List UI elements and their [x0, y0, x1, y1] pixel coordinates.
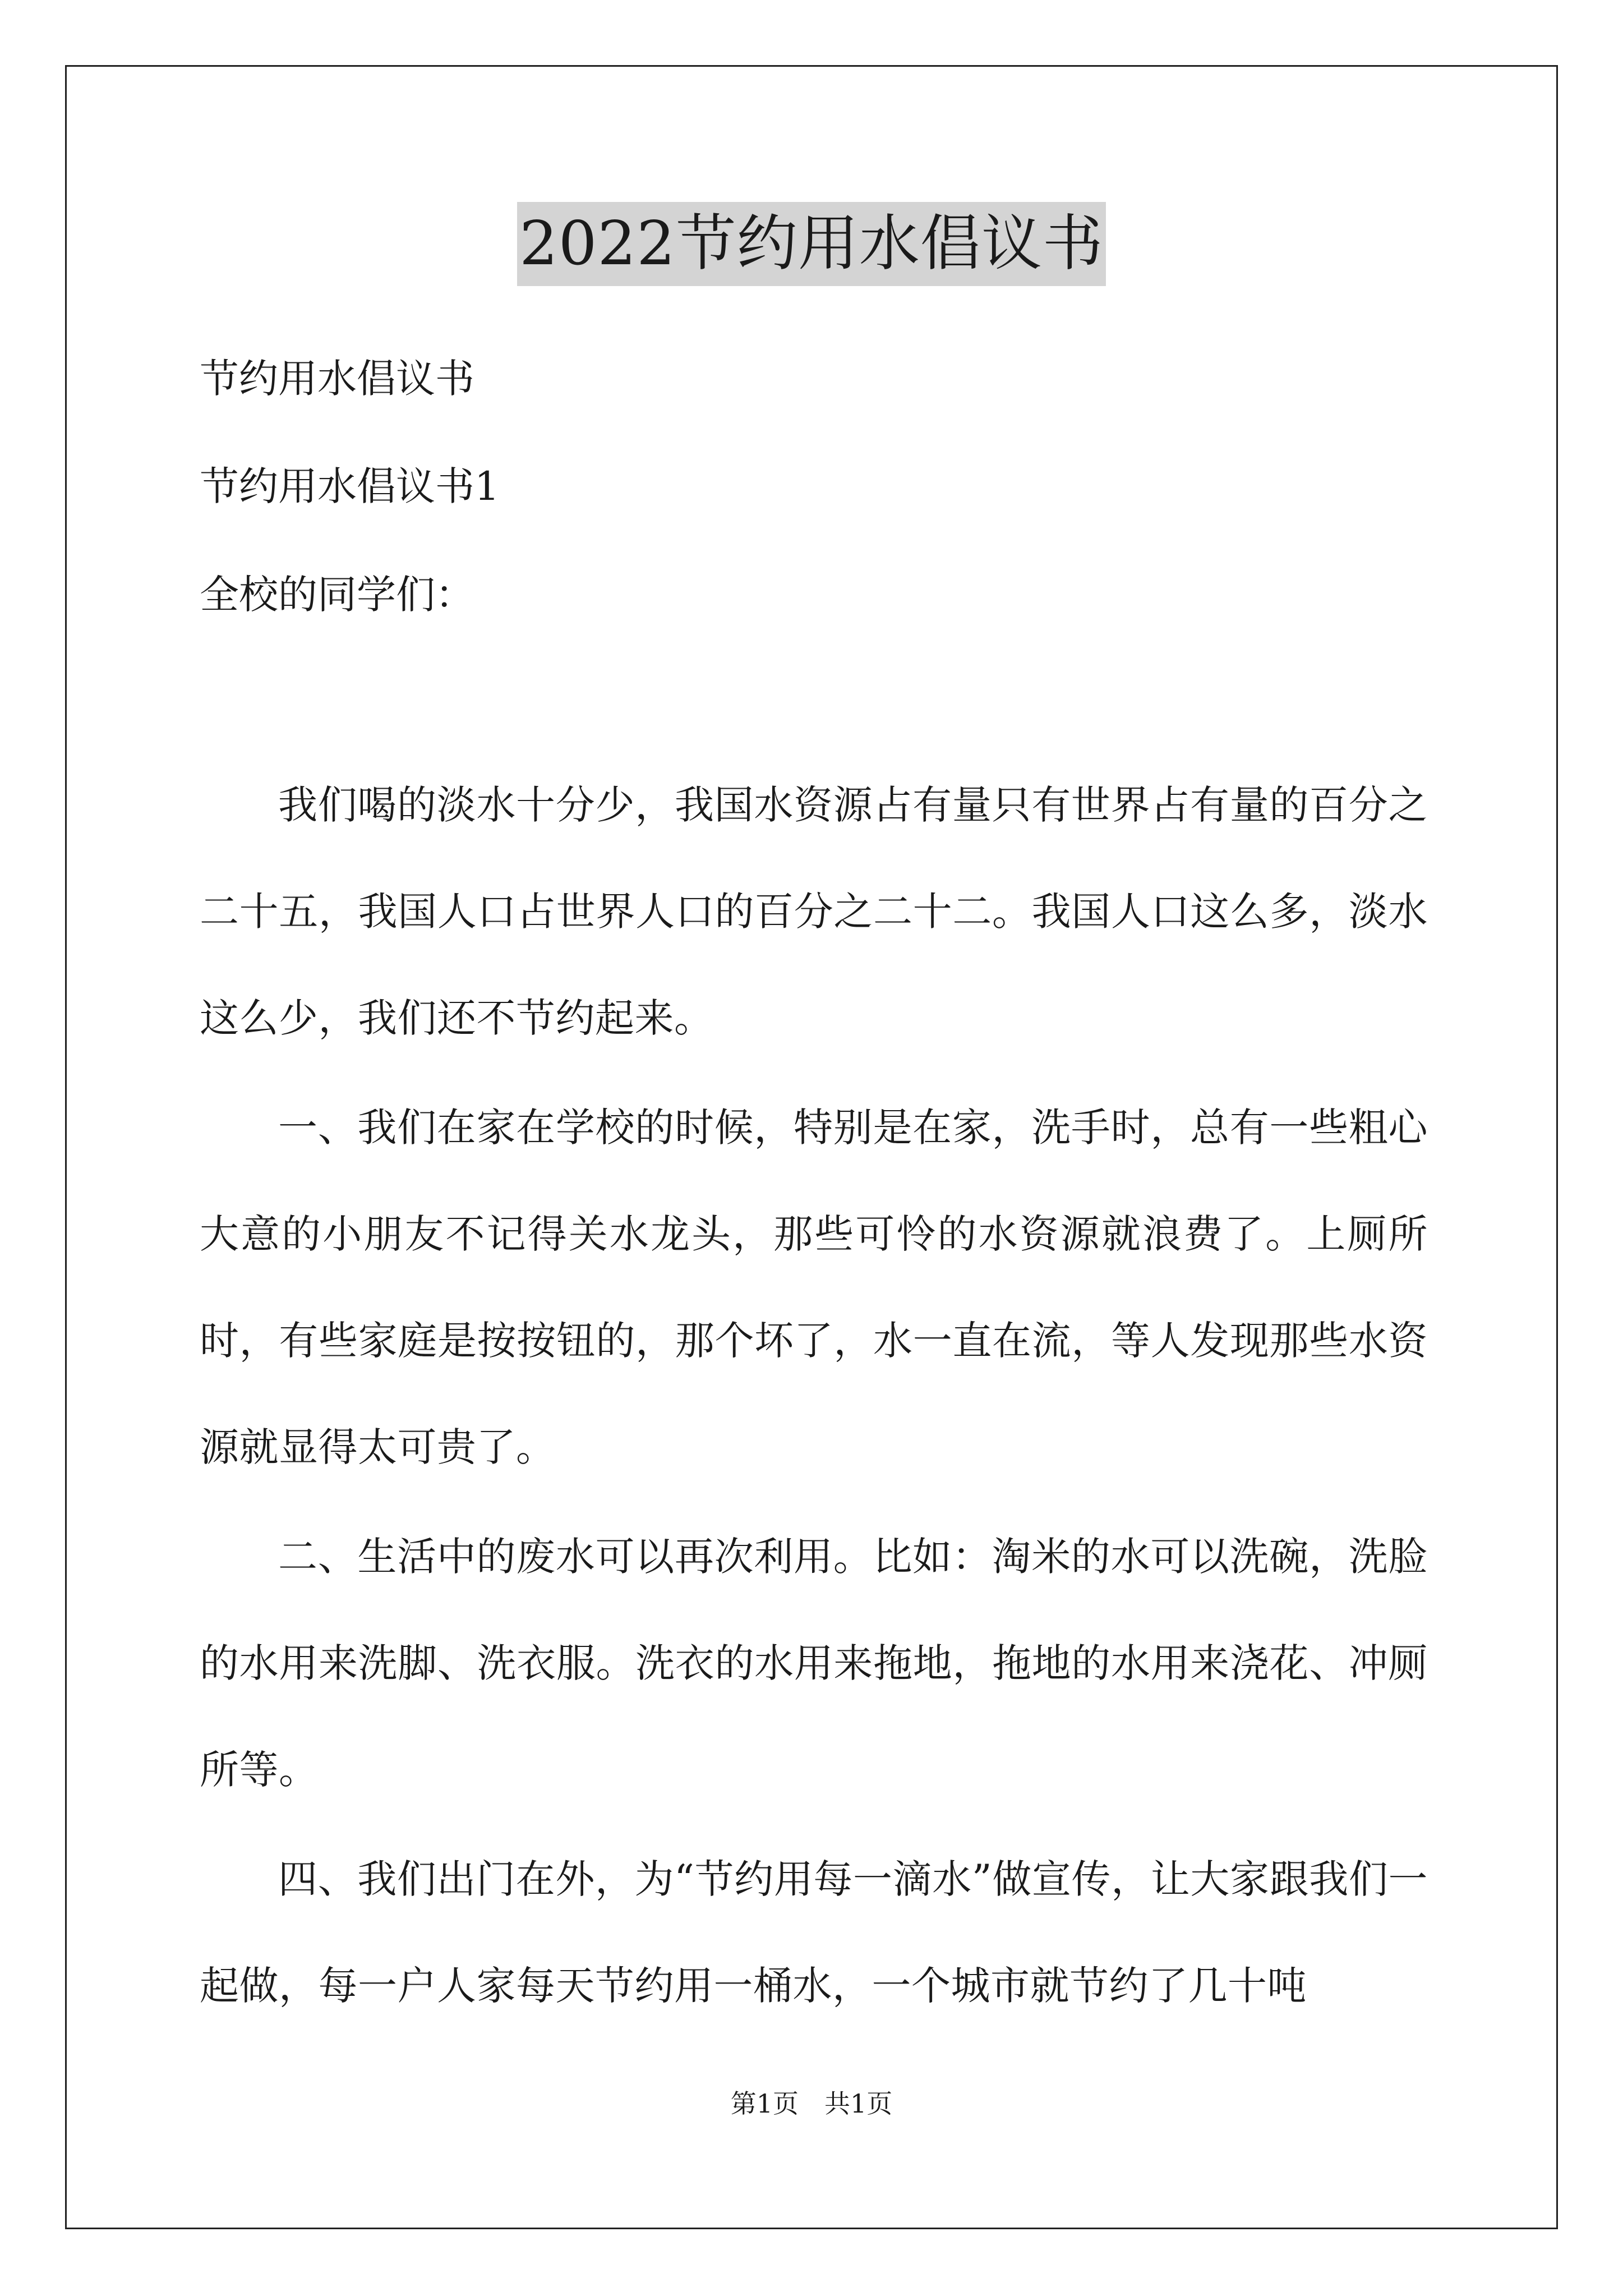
paragraph-4: 四、我们出门在外，为“节约用每一滴水”做宣传，让大家跟我们一起做，每一户人家每天节约用一桶水，一个城市就节约了几十吨 — [200, 1856, 1428, 2009]
title-container — [0, 202, 1623, 286]
page-footer: 第1页 共1页 — [730, 2088, 893, 2119]
document-title: 2022节约用水倡议书 — [517, 202, 1106, 286]
heading-2: 节约用水倡议书1 — [200, 463, 500, 509]
heading-1: 节约用水倡议书 — [200, 356, 474, 402]
salutation: 全校的同学们： — [200, 572, 474, 618]
paragraph-3: 二、生活中的废水可以再次利用。比如：淘米的水可以洗碗，洗脸的水用来洗脚、洗衣服。洗衣的水用来拖地，拖地的水用来浇花、冲厕所等。 — [200, 1534, 1428, 1793]
paragraph-2: 一、我们在家在学校的时候，特别是在家，洗手时，总有一些粗心大意的小朋友不记得关水龙头，那些可怜的水资源就浪费了。上厕所时，有些家庭是按按钮的，那个坏了，水一直在流，等人发现那些水资源就显得太可贵了。 — [200, 1105, 1428, 1470]
paragraph-1: 我们喝的淡水十分少，我国水资源占有量只有世界占有量的百分之二十五，我国人口占世界人口的百分之二十二。我国人口这么多，淡水这么少，我们还不节约起来。 — [200, 782, 1428, 1041]
